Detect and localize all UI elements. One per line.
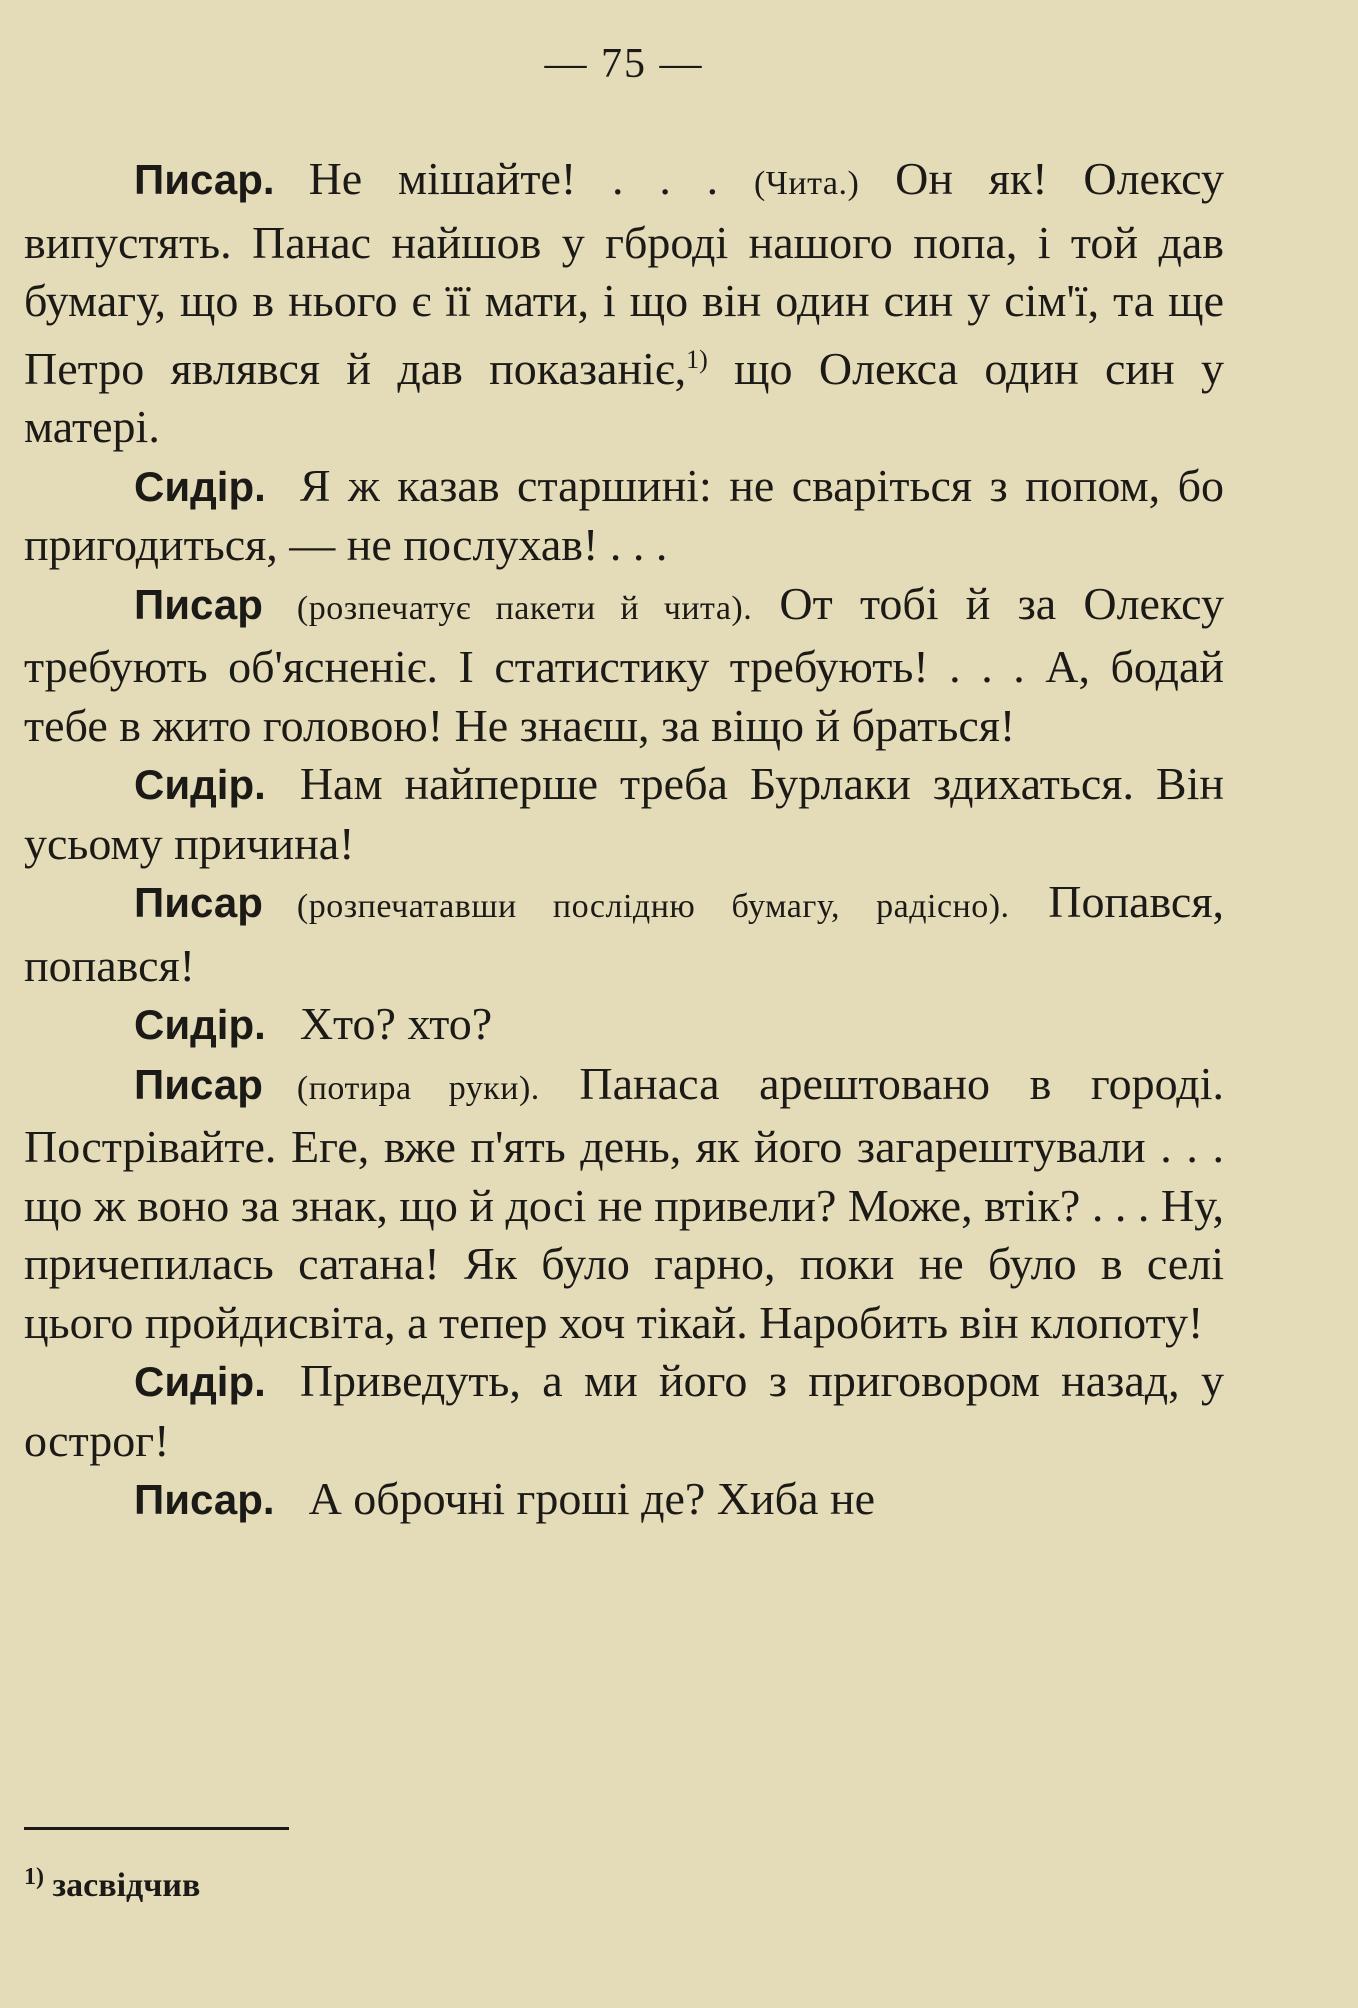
speech-text: А оброчні гроші де? Хиба не: [308, 1473, 876, 1524]
speaker-name: Писар.: [134, 156, 275, 203]
dialogue-paragraph: [24, 1352, 1224, 1470]
footnote-reference: 1): [686, 344, 708, 374]
dialogue-paragraph: [24, 457, 1224, 575]
speech-text: Не мішайте! . . .: [308, 153, 754, 204]
dialogue-paragraph: [24, 150, 1224, 457]
speech-text: Он як! Олексу випустять. Панас найшов у гбродi нашого попа, і той дав бумагу, що в нього є її мати, і що він один син у сім'ї, та ще Петро являвся й дав показаніє,: [24, 153, 1224, 394]
stage-direction: (розпечатавши послідню бумагу, радісно).: [296, 888, 1010, 925]
dialogue-paragraph: [24, 755, 1224, 873]
speaker-name: Сидір.: [134, 1358, 266, 1405]
stage-direction: (Чита.): [753, 165, 860, 202]
book-page: [24, 0, 1224, 2008]
dialogue-paragraph: [24, 1055, 1224, 1353]
stage-direction: (потира руки).: [296, 1069, 540, 1107]
speaker-name: Писар: [134, 879, 263, 926]
speech-text: Я ж казав старшині: не сваріться з попом, бо пригодиться, — не послухав! . . .: [24, 459, 1224, 570]
speech-text: Нам найперше треба Бурлаки здихаться. Він усьому причина!: [24, 758, 1224, 869]
dialogue-paragraph: [24, 575, 1224, 756]
footnote-divider: [24, 1827, 289, 1830]
stage-direction: (розпечатує пакети й чита).: [296, 589, 753, 627]
speaker-name: Сидір.: [134, 1001, 266, 1048]
dialogue-text: [24, 150, 1224, 1530]
page-number: — 75 —: [544, 41, 704, 87]
speech-text: От тобі й за Олексу требують об'ясненіє. І статистику требують! . . . А, бодай тебе в жито головою! Не знаєш, за віщо й братьcя!: [24, 577, 1224, 751]
speech-text: Панаса арештовано в городі. Пострівайте. Еге, вже п'ять день, як його загарештували . . . що ж воно за знак, що й досі не привели? Може, втік? . . . Ну, причепилась сатана! Як було гарно, поки не було в селі цього пройдисвіта, а тепер хоч тікай. Наробить він клопоту!: [24, 1057, 1224, 1348]
speaker-name: Писар.: [134, 1476, 275, 1523]
speech-text: Попався, попався!: [24, 876, 1225, 991]
footnote-mark: 1): [24, 1864, 44, 1890]
speaker-name: Сидір.: [134, 462, 266, 510]
footnote-text: засвідчив: [44, 1867, 201, 1904]
speech-text: Хто? хто?: [299, 998, 493, 1049]
speech-text: Приведуть, а ми його з приговором назад, у острог!: [24, 1355, 1224, 1466]
dialogue-paragraph: [24, 1470, 1224, 1530]
speech-text: що Олекса один син у матері.: [24, 342, 1224, 452]
dialogue-paragraph: [24, 873, 1224, 995]
speaker-name: Сидір.: [134, 761, 266, 808]
footnote: [24, 1864, 200, 1905]
speaker-name: Писар: [134, 1060, 263, 1108]
speaker-name: Писар: [134, 580, 263, 628]
dialogue-paragraph: [24, 995, 1224, 1055]
